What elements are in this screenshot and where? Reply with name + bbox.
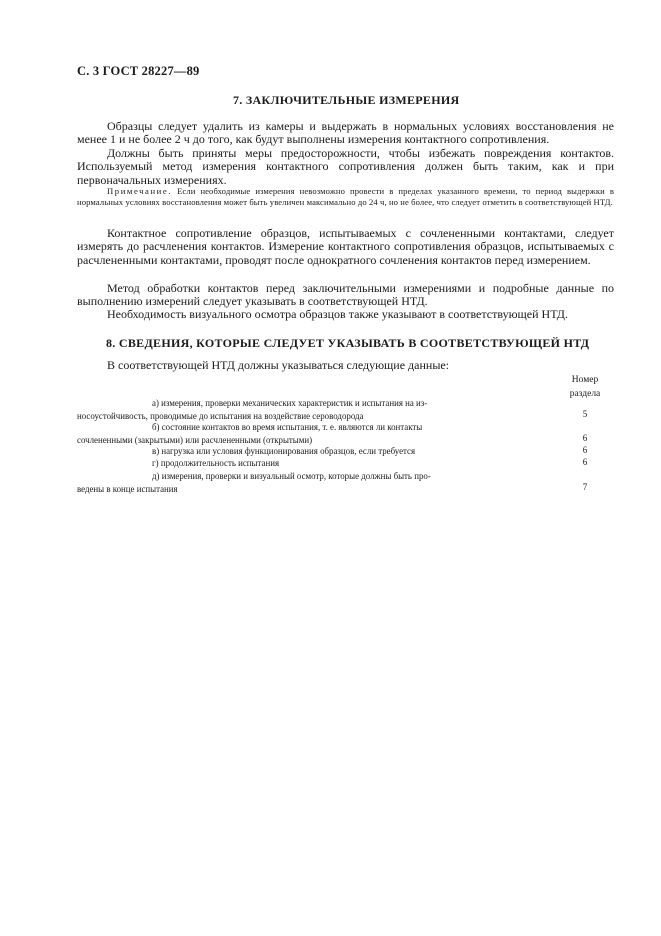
list-item — [77, 445, 547, 458]
list-item-line-1: д) измерения, проверки и визуальный осмотр, которые должны быть про- — [152, 471, 431, 481]
list-item-section-number: 6 — [582, 433, 588, 443]
section-7-title: 7. ЗАКЛЮЧИТЕЛЬНЫЕ ИЗМЕРЕНИЯ — [233, 93, 460, 107]
note-label: Примечание. — [107, 186, 173, 196]
list-item-section-number: 6 — [582, 445, 588, 455]
section-7-paragraph-3: Контактное сопротивление образцов, испытываемых с сочлененными контактами, следует измерять до расчленения контактов. Измерение контактного сопротивления образцов, испытываемых с расчлененными контактами, проводят после однократного сочленения контактов перед измерением. — [77, 226, 614, 267]
page-header: С. 3 ГОСТ 28227—89 — [77, 64, 200, 78]
list-item-line-1: б) состояние контактов во время испытания, т. е. являются ли контакты — [152, 422, 423, 432]
section-7-paragraph-2: Должны быть приняты меры предосторожности, чтобы избежать повреждения контактов. Используемый метод измерения контактного сопротивления должен быть таким, как и при первоначальных измерениях. — [77, 146, 614, 187]
list-item-line-2: сочлененными (закрытыми) или расчлененными (открытыми) — [77, 434, 313, 445]
note-text: Если необходимые измерения невозможно провести в пределах указанного времени, то период выдержки в нормальных условиях восстановления может быть увеличен максимально до 24 ч, но не более, что следует отметить в соответствующей НТД. — [77, 186, 614, 208]
section-8-title: 8. СВЕДЕНИЯ, КОТОРЫЕ СЛЕДУЕТ УКАЗЫВАТЬ В СООТВЕТСТВУЮЩЕЙ НТД — [106, 336, 590, 350]
list-item — [77, 421, 547, 446]
list-item-section-number: 5 — [582, 409, 588, 419]
list-item-line-1: в) нагрузка или условия функционирования образцов, если требуется — [152, 446, 416, 456]
list-item-section-number: 7 — [582, 482, 588, 492]
section-7-paragraph-4: Метод обработки контактов перед заключительными измерениями и подробные данные по выполнению измерений следует указывать в соответствующей НТД. — [77, 281, 614, 309]
column-header-line-1: Номер — [571, 375, 599, 385]
list-item-line-1: г) продолжительность испытания — [152, 458, 280, 468]
section-7-paragraph-5: Необходимость визуального осмотра образцов также указывают в соответствующей НТД. — [107, 307, 568, 321]
section-8-intro: В соответствующей НТД должны указываться следующие данные: — [107, 358, 450, 372]
list-item-line-2: ведены в конце испытания — [77, 483, 178, 494]
list-item-section-number: 6 — [582, 457, 588, 467]
column-header-line-2: раздела — [569, 389, 601, 399]
section-7-note — [77, 186, 614, 208]
list-item — [77, 457, 547, 470]
list-item-line-2: носоустойчивость, проводимые до испытания на воздействие сероводорода — [77, 410, 364, 421]
section-7-paragraph-1: Образцы следует удалить из камеры и выдержать в нормальных условиях восстановления не менее 1 и не более 2 ч до того, как будут выполнены измерения контактного сопротивления. — [77, 119, 614, 147]
list-item — [77, 397, 547, 422]
column-header-number — [555, 373, 615, 401]
list-item — [77, 470, 547, 495]
list-item-line-1: а) измерения, проверки механических характеристик и испытания на из- — [152, 398, 428, 408]
